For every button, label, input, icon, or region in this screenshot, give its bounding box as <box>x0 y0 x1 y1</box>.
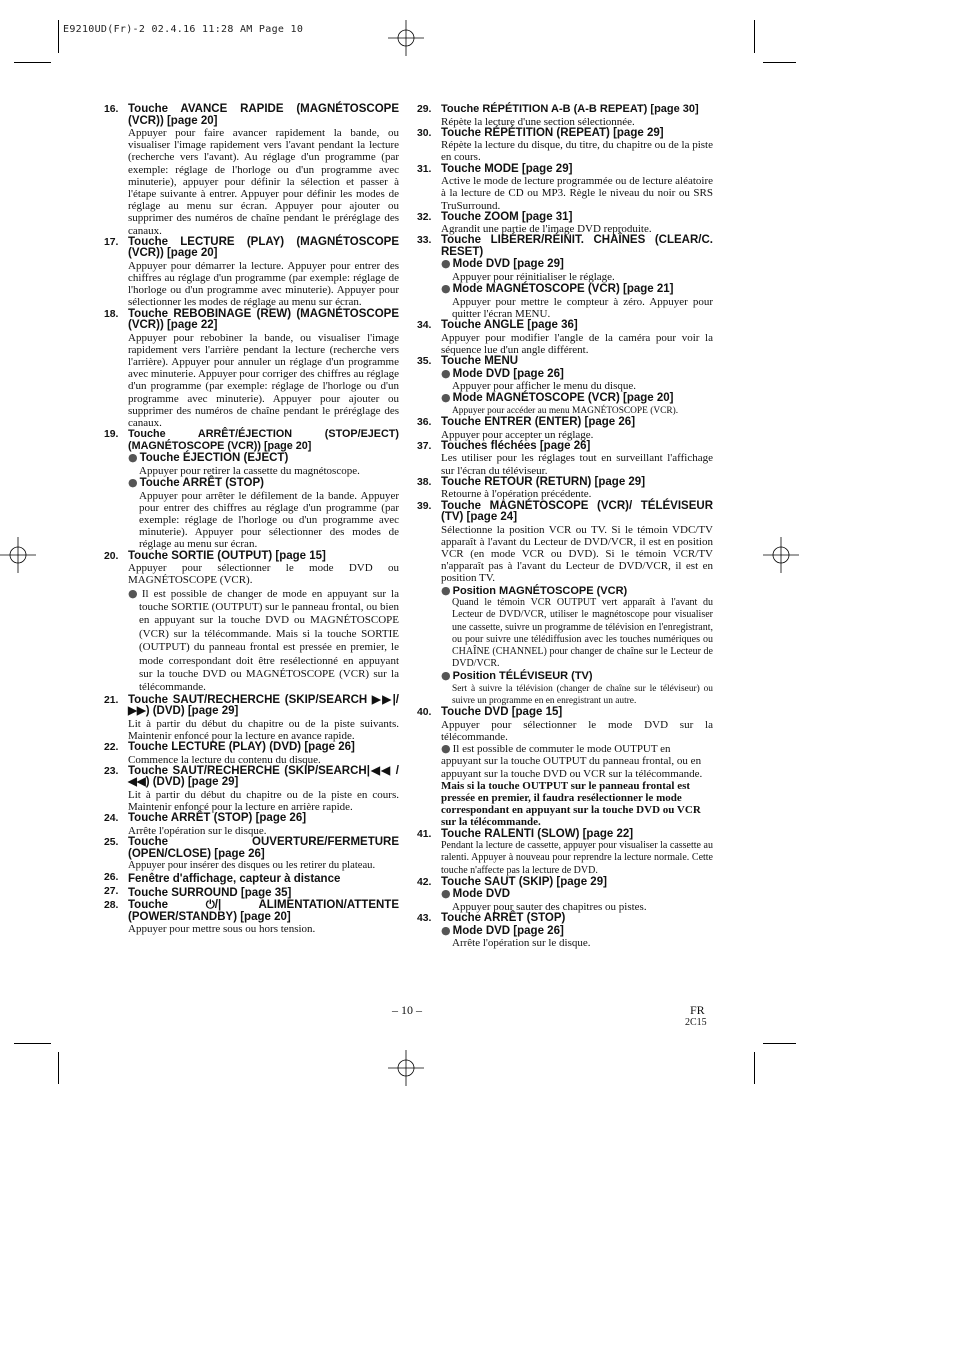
item-description: Arrête l'opération sur le disque. <box>128 824 267 837</box>
left-column <box>104 104 399 935</box>
sub-heading: Mode DVD [page 26] <box>452 367 564 380</box>
bullet-icon: ● <box>128 451 138 465</box>
item-description: Lit à partir du début du chapitre ou de la piste en cours. Maintenir enfoncé pour la lecture en arrière rapide. <box>128 788 399 814</box>
item-heading: Touche ZOOM [page 31] <box>441 210 573 223</box>
item-heading: Touche SAUT (SKIP) [page 29] <box>441 875 607 888</box>
list-item: 27. Touche SURROUND [page 35] <box>104 886 399 900</box>
item-heading: Touche RÉPÉTITION A-B (A-B REPEAT) [page 30] <box>441 103 699 115</box>
sub-description: Sert à suivre la télévision (changer de chaîne sur le téléviseur) ou suivre un programme en en enregistrant un autre. <box>452 683 713 707</box>
item-heading: Touche SORTIE (OUTPUT) [page 15] <box>128 549 326 562</box>
item-heading: Touche AVANCE RAPIDE (MAGNÉTOSCOPE (VCR)) [page 20] <box>128 103 399 127</box>
list-item: 42. Touche SAUT (SKIP) [page 29] ● Mode DVD Appuyer pour sauter des chapitres ou pistes. <box>417 877 713 913</box>
item-description: Active le mode de lecture programmée ou de lecture aléatoire à la lecture de CD ou MP3. Règle le niveau du noir ou SRS TruSurround. <box>441 175 713 212</box>
bullet-icon: ● <box>441 282 451 296</box>
item-heading: Touche LECTURE (PLAY) (DVD) [page 26] <box>128 741 355 754</box>
document-code: 2C15 <box>685 1017 707 1028</box>
item-heading: Touche ARRÊT (STOP) <box>441 912 566 925</box>
item-heading: Touche ARRÊT/ÉJECTION (STOP/EJECT) (MAGNÉTOSCOPE (VCR)) [page 20] <box>128 428 399 452</box>
list-item: 23. Touche SAUT/RECHERCHE (SKIP/SEARCH|◀◀ / ◀◀) (DVD) [page 29] Lit à partir du début du chapitre ou de la piste en cours. Maintenir enfoncé pour la lecture en arrière rapide. <box>104 764 399 814</box>
crop-mark <box>754 20 755 53</box>
crop-mark <box>763 62 796 63</box>
item-heading: Touche RÉPÉTITION (REPEAT) [page 29] <box>441 126 664 139</box>
list-item: 39. Touche MAGNÉTOSCOPE (VCR)/ TÉLÉVISEUR (TV) [page 24] Sélectionne la position VCR ou TV. Si le témoin VDC/TV apparaît à l'avant du Lecteur de DVD/VCR, il est en position VCR (en mode VCR ou DVD). Si le témoin VCR/TV n'apparaît pas à l'avant du Lecteur de DVD/VCR, il est en position TV. ● Position MAGNÉTOSCOPE (VCR) Quand le témoin VCR OUTPUT vert apparaît à l'avant du Lecteur de DVD/VCR, utiliser le magnétoscope pour visualiser une cassette, suivre un programme de télévision en l'enregistrant, ou pour suivre une télédiffusion avec les touches numériques ou CHAÎNE (CHANNEL) pour changer de chaîne sur le Lecteur de DVD/VCR. ● Position TÉLÉVISEUR (TV) Sert à suivre la télévision (changer de chaîne sur le téléviseur) ou suivre un programme en en enregistrant un autre. <box>417 499 713 707</box>
crop-mark <box>14 1043 51 1044</box>
item-heading: Touche MODE [page 29] <box>441 162 573 175</box>
sub-heading: Mode DVD [page 26] <box>452 924 564 937</box>
item-heading: Touche ANGLE [page 36] <box>441 319 578 332</box>
item-heading: Touche ARRÊT (STOP) [page 26] <box>128 812 307 825</box>
item-description: Répète la lecture du disque, du titre, du chapitre ou de la piste en cours. <box>441 139 713 164</box>
bullet-icon: ● <box>441 669 451 683</box>
list-item: 37. Touches fléchées [page 26] Les utiliser pour les réglages tout en surveillant l'affichage sur l'écran du téléviseur. <box>417 439 713 477</box>
list-item: 30. Touche RÉPÉTITION (REPEAT) [page 29] Répète la lecture du disque, du titre, du chapitre ou de la piste en cours. <box>417 126 713 164</box>
item-description: Agrandit une partie de l'image DVD reproduite. <box>441 223 652 236</box>
item-heading: Touche ⏻/| ALIMENTATION/ATTENTE (POWER/STANDBY) [page 20] <box>128 899 399 923</box>
list-item: 18. Touche REBOBINAGE (REW) (MAGNÉTOSCOPE (VCR)) [page 22] Appuyer pour rebobiner la bande, ou visualiser l'image rapidement vers l'arrière pendant la lecture (recherche vers l'arrière). Appuyer pour annuler un réglage d'un programme avec minuterie. Appuyer pour corriger des chiffres au réglage d'un programme (par exemple: réglage de l'horloge ou d'un programme avec minuterie). Appuyer pour ajouter ou supprimer des numéros de chaîne pendant le préréglage des canaux. <box>104 307 399 430</box>
item-description: Appuyer pour insérer des disques ou les retirer du plateau. <box>128 860 376 872</box>
list-item: 22. Touche LECTURE (PLAY) (DVD) [page 26] Commence la lecture du contenu du disque. <box>104 742 399 766</box>
note-warning: Mais si la touche OUTPUT sur le panneau frontal est pressée en premier, il faudra resélectionner le mode correspondant en appuyant sur la touche DVD ou VCR sur la télécommande. <box>441 779 701 829</box>
sub-description: Quand le témoin VCR OUTPUT vert apparaît à l'avant du Lecteur de DVD/VCR, utiliser le magnétoscope pour visualiser une cassette, suivre un programme de télévision en l'enregistrant, ou pour suivre une télédiffusion avec les touches numériques ou CHAÎNE (CHANNEL) pour changer de chaîne sur le Lecteur de DVD/VCR. <box>452 597 713 670</box>
bullet-icon: ● <box>441 366 451 380</box>
crop-mark <box>58 1052 59 1084</box>
item-description: Appuyer pour accepter un réglage. <box>441 428 594 441</box>
list-item: 40. Touche DVD [page 15] Appuyer pour sélectionner le mode DVD sur la télécommande. ● Il est possible de commuter le mode OUTPUT en appuyant sur la touche OUTPUT du panneau frontal, ou en appuyant sur la touche DVD ou VCR sur la télécommande. Mais si la touche OUTPUT sur le panneau frontal est pressée en premier, il faudra resélectionner le mode correspondant en appuyant sur la touche DVD ou VCR sur la télécommande. <box>417 706 713 829</box>
list-item: 29. Touche RÉPÉTITION A-B (A-B REPEAT) [page 30] Répète la lecture d'une section sélectionnée. <box>417 104 713 128</box>
sub-heading: Position MAGNÉTOSCOPE (VCR) <box>452 584 628 597</box>
item-description: Appuyer pour sélectionner le mode DVD sur la télécommande. <box>441 718 713 744</box>
bullet-icon: ● <box>441 742 451 756</box>
item-heading: Touche LIBÉRER/RÉINIT. CHAÎNES (CLEAR/C. RESET) <box>441 234 713 258</box>
item-description: Appuyer pour faire avancer rapidement la bande, ou visualiser l'image rapidement vers l'avant pendant la lecture (recherche vers l'avant). Au réglage d'un programme (par exemple: réglage de l'horloge ou d'un programme avec minuterie), appuyer pour définir la sélection et passer à l'étape suivante à entrer. Appuyer pour définir les modes de réglage au menu sur écran. Appuyer pour ajouter ou supprimer des numéros de chaîne pendant le préréglage des canaux. <box>128 127 399 237</box>
bullet-icon: ● <box>441 583 451 597</box>
list-item: 38. Touche RETOUR (RETURN) [page 29] Retourne à l'opération précédente. <box>417 477 713 501</box>
item-description: Appuyer pour rebobiner la bande, ou visualiser l'image rapidement vers l'arrière pendant la lecture (recherche vers l'arrière). Appuyer pour annuler un réglage d'un programme avec minuterie. Appuyer pour corriger des chiffres au réglage d'un programme (par exemple: réglage de l'horloge ou d'un programme avec minuterie). Appuyer pour ajouter ou supprimer des numéros de chaîne pendant le préréglage des canaux. <box>128 331 399 430</box>
item-description: Pendant la lecture de cassette, appuyer pour visualiser la cassette au ralenti. Appuyer à nouveau pour reprendre la lecture normale. Cette touche n'affecte pas la lecture de DVD. <box>441 840 713 876</box>
sub-heading: Mode MAGNÉTOSCOPE (VCR) [page 20] <box>452 392 674 405</box>
item-heading: Fenêtre d'affichage, capteur à distance <box>128 873 341 886</box>
item-description: Appuyer pour sélectionner le mode DVD ou MAGNÉTOSCOPE (VCR). <box>128 562 399 587</box>
item-heading: Touche SURROUND [page 35] <box>128 887 292 900</box>
list-item: 21. Touche SAUT/RECHERCHE (SKIP/SEARCH ▶▶|/ ▶▶) (DVD) [page 29] Lit à partir du début du chapitre ou de la piste suivants. Maintenir enfoncé pour la lecture en avance rapide. <box>104 693 399 743</box>
registration-mark-icon <box>388 1050 424 1086</box>
list-item: 36. Touche ENTRER (ENTER) [page 26] Appuyer pour accepter un réglage. <box>417 417 713 441</box>
language-code: FR <box>690 1003 705 1017</box>
bullet-icon: ● <box>128 586 140 600</box>
crop-mark <box>754 1052 755 1084</box>
right-column <box>417 104 713 949</box>
item-heading: Touches fléchées [page 26] <box>441 439 591 452</box>
item-heading: Touche MAGNÉTOSCOPE (VCR)/ TÉLÉVISEUR (TV) [page 24] <box>441 499 713 524</box>
item-description: Répète la lecture d'une section sélectionnée. <box>441 115 635 128</box>
list-item: 19. Touche ARRÊT/ÉJECTION (STOP/EJECT) (MAGNÉTOSCOPE (VCR)) [page 20] ● Touche ÉJECTION (EJECT) Appuyer pour retirer la cassette du magnétoscope. ● Touche ARRÊT (STOP) Appuyer pour arrêter le défilement de la bande. Appuyer pour entrer des chiffres au réglage d'un programme (par exemple: réglage de l'horloge ou d'un programme avec minuterie). Appuyer pour sélectionner des modes de réglage au menu sur écran. <box>104 428 399 551</box>
list-item: 16. Touche AVANCE RAPIDE (MAGNÉTOSCOPE (VCR)) [page 20] Appuyer pour faire avancer rapidement la bande, ou visualiser l'image rapidement vers l'avant pendant la lecture (recherche vers l'avant). Au réglage d'un programme (par exemple: réglage de l'horloge ou d'un programme avec minuterie), appuyer pour définir la sélection et passer à l'étape suivante à entrer. Appuyer pour définir les modes de réglage au menu sur écran. Appuyer pour ajouter ou supprimer des numéros de chaîne pendant le préréglage des canaux. <box>104 103 399 237</box>
sub-description: Appuyer pour accéder au menu MAGNÉTOSCOPE (VCR). <box>452 406 679 417</box>
crop-mark <box>58 20 59 53</box>
sub-description: Appuyer pour afficher le menu du disque. <box>452 380 636 393</box>
sub-description: Arrête l'opération sur le disque. <box>452 937 591 950</box>
sub-heading: Touche ÉJECTION (EJECT) <box>139 452 289 465</box>
sub-heading: Mode MAGNÉTOSCOPE (VCR) [page 21] <box>452 283 674 296</box>
item-heading: Touche DVD [page 15] <box>441 706 563 719</box>
list-item: 25. Touche OUVERTURE/FERMETURE (OPEN/CLOSE) [page 26] Appuyer pour insérer des disques ou les retirer du plateau. <box>104 836 399 872</box>
page-number: – 10 – <box>392 1003 422 1017</box>
registration-mark-icon <box>0 537 36 573</box>
sub-heading: Mode DVD <box>452 888 511 901</box>
bullet-icon: ● <box>441 887 451 901</box>
item-heading: Touche LECTURE (PLAY) (MAGNÉTOSCOPE (VCR)) [page 20] <box>128 235 399 260</box>
item-heading: Touche RETOUR (RETURN) [page 29] <box>441 475 646 488</box>
print-slug: E9210UD(Fr)-2 02.4.16 11:28 AM Page 10 <box>63 24 304 35</box>
item-heading: Touche ENTRER (ENTER) [page 26] <box>441 416 636 429</box>
list-item: 43. Touche ARRÊT (STOP) ● Mode DVD [page 26] Arrête l'opération sur le disque. <box>417 913 713 949</box>
list-item: 17. Touche LECTURE (PLAY) (MAGNÉTOSCOPE (VCR)) [page 20] Appuyer pour démarrer la lecture. Appuyer pour entrer des chiffres au réglage d'un programme (par exemple: réglage de l'horloge ou d'un programme avec minuterie). Appuyer pour sélectionner les modes de réglage au menu sur écran. <box>104 235 399 309</box>
bullet-icon: ● <box>128 476 138 490</box>
item-heading: Touche OUVERTURE/FERMETURE (OPEN/CLOSE) [page 26] <box>128 836 399 860</box>
note-text: Il est possible de commuter le mode OUTPUT en appuyant sur la touche OUTPUT du panneau frontal, ou en appuyant sur la touche DVD ou VCR sur la télécommande. <box>441 743 703 780</box>
crop-mark <box>14 62 51 63</box>
item-heading: Touche MENU <box>441 355 519 368</box>
list-item: 35. Touche MENU ● Mode DVD [page 26] Appuyer pour afficher le menu du disque. ● Mode MAGNÉTOSCOPE (VCR) [page 20] Appuyer pour accéder au menu MAGNÉTOSCOPE (VCR). <box>417 356 713 417</box>
item-description: Retourne à l'opération précédente. <box>441 488 592 501</box>
list-item: 33. Touche LIBÉRER/RÉINIT. CHAÎNES (CLEAR/C. RESET) ● Mode DVD [page 29] Appuyer pour réinitialiser le réglage. ● Mode MAGNÉTOSCOPE (VCR) [page 21] Appuyer pour mettre le compteur à zéro. Appuyer pour quitter l'écran MENU. <box>417 234 713 321</box>
sub-description: Appuyer pour réinitialiser le réglage. <box>452 271 615 284</box>
item-description: Commence la lecture du contenu du disque. <box>128 753 321 766</box>
sub-heading: Mode DVD [page 29] <box>452 258 564 271</box>
item-heading: Touche SAUT/RECHERCHE (SKIP/SEARCH|◀◀ / ◀◀) (DVD) [page 29] <box>128 764 399 789</box>
sub-heading: Touche ARRÊT (STOP) <box>139 477 264 490</box>
crop-mark <box>763 1043 796 1044</box>
sub-description: Appuyer pour sauter des chapitres ou pistes. <box>452 900 647 913</box>
item-heading: Touche REBOBINAGE (REW) (MAGNÉTOSCOPE (VCR)) [page 22] <box>128 307 399 332</box>
registration-mark-icon <box>388 20 424 56</box>
list-item: 28. Touche ⏻/| ALIMENTATION/ATTENTE (POWER/STANDBY) [page 20] Appuyer pour mettre sous ou hors tension. <box>104 899 399 936</box>
list-item: 24. Touche ARRÊT (STOP) [page 26] Arrête l'opération sur le disque. <box>104 813 399 837</box>
sub-description: Appuyer pour arrêter le défilement de la bande. Appuyer pour entrer des chiffres au réglage d'un programme (par exemple: réglage de l'horloge ou d'un programme avec minuterie). Appuyer pour sélectionner des modes de réglage au menu sur écran. <box>139 489 399 551</box>
list-item: 41. Touche RALENTI (SLOW) [page 22] Pendant la lecture de cassette, appuyer pour visualiser la cassette au ralenti. Appuyer à nouveau pour reprendre la lecture normale. Cette touche n'affecte pas la lecture de DVD. <box>417 827 713 876</box>
list-item: 20. Touche SORTIE (OUTPUT) [page 15] Appuyer pour sélectionner le mode DVD ou MAGNÉTOSCOPE (VCR). ● Il est possible de changer de mode en appuyant sur la touche SORTIE (OUTPUT) sur le panneau frontal, ou bien en appuyant sur la touche DVD ou MAGNÉTOSCOPE (VCR) sur la télécommande. Mais si la touche SORTIE (OUTPUT) du panneau frontal est pressée en premier, le mode correspondant doit être resélectionné en appuyant sur la touche DVD ou MAGNÉTOSCOPE (VCR) sur la télécommande. <box>104 549 399 694</box>
note-text: Il est possible de changer de mode en appuyant sur la touche SORTIE (OUTPUT) sur le panneau frontal, ou bien en appuyant sur la touche DVD ou MAGNÉTOSCOPE (VCR) sur la télécommande. Mais si la touche SORTIE (OUTPUT) du panneau frontal est pressée en premier, le mode correspondant doit être resélectionné en appuyant sur la touche DVD ou MAGNÉTOSCOPE (VCR) sur la télécommande. <box>139 587 399 694</box>
sub-heading: Position TÉLÉVISEUR (TV) <box>452 670 593 683</box>
bullet-icon: ● <box>441 923 451 937</box>
list-item: 31. Touche MODE [page 29] Active le mode de lecture programmée ou de lecture aléatoire à la lecture de CD ou MP3. Règle le niveau du noir ou SRS TruSurround. <box>417 162 713 212</box>
item-description: Appuyer pour démarrer la lecture. Appuyer pour entrer des chiffres au réglage d'un programme (par exemple: réglage de l'horloge ou d'un programme avec minuterie). Appuyer pour sélectionner les modes de réglage au menu sur écran. <box>128 259 399 309</box>
item-heading: Touche SAUT/RECHERCHE (SKIP/SEARCH ▶▶|/ ▶▶) (DVD) [page 29] <box>128 693 399 718</box>
list-item: 32. Touche ZOOM [page 31] Agrandit une partie de l'image DVD reproduite. <box>417 212 713 236</box>
item-description: Sélectionne la position VCR ou TV. Si le témoin VDC/TV apparaît à l'avant du Lecteur de DVD/VCR, il est en position VCR (en mode VCR ou DVD). Si le témoin VCR/TV n'apparaît pas à l'avant du Lecteur de DVD/VCR, il est en position TV. <box>441 523 713 585</box>
item-description: Appuyer pour mettre sous ou hors tension. <box>128 923 316 936</box>
item-heading: Touche RALENTI (SLOW) [page 22] <box>441 827 634 840</box>
item-description: Appuyer pour modifier l'angle de la caméra pour voir la séquence lue d'un angle différent. <box>441 331 713 356</box>
registration-mark-icon <box>763 537 799 573</box>
list-item: 34. Touche ANGLE [page 36] Appuyer pour modifier l'angle de la caméra pour voir la séquence lue d'un angle différent. <box>417 319 713 356</box>
bullet-icon: ● <box>441 391 451 405</box>
sub-description: Appuyer pour mettre le compteur à zéro. Appuyer pour quitter l'écran MENU. <box>452 295 713 321</box>
list-item: 26. Fenêtre d'affichage, capteur à distance <box>104 872 399 886</box>
item-description: Les utiliser pour les réglages tout en surveillant l'affichage sur l'écran du téléviseur. <box>441 452 713 477</box>
item-description: Lit à partir du début du chapitre ou de la piste suivants. Maintenir enfoncé pour la lecture en avance rapide. <box>128 717 399 743</box>
sub-description: Appuyer pour retirer la cassette du magnétoscope. <box>139 464 360 477</box>
bullet-icon: ● <box>441 257 451 271</box>
